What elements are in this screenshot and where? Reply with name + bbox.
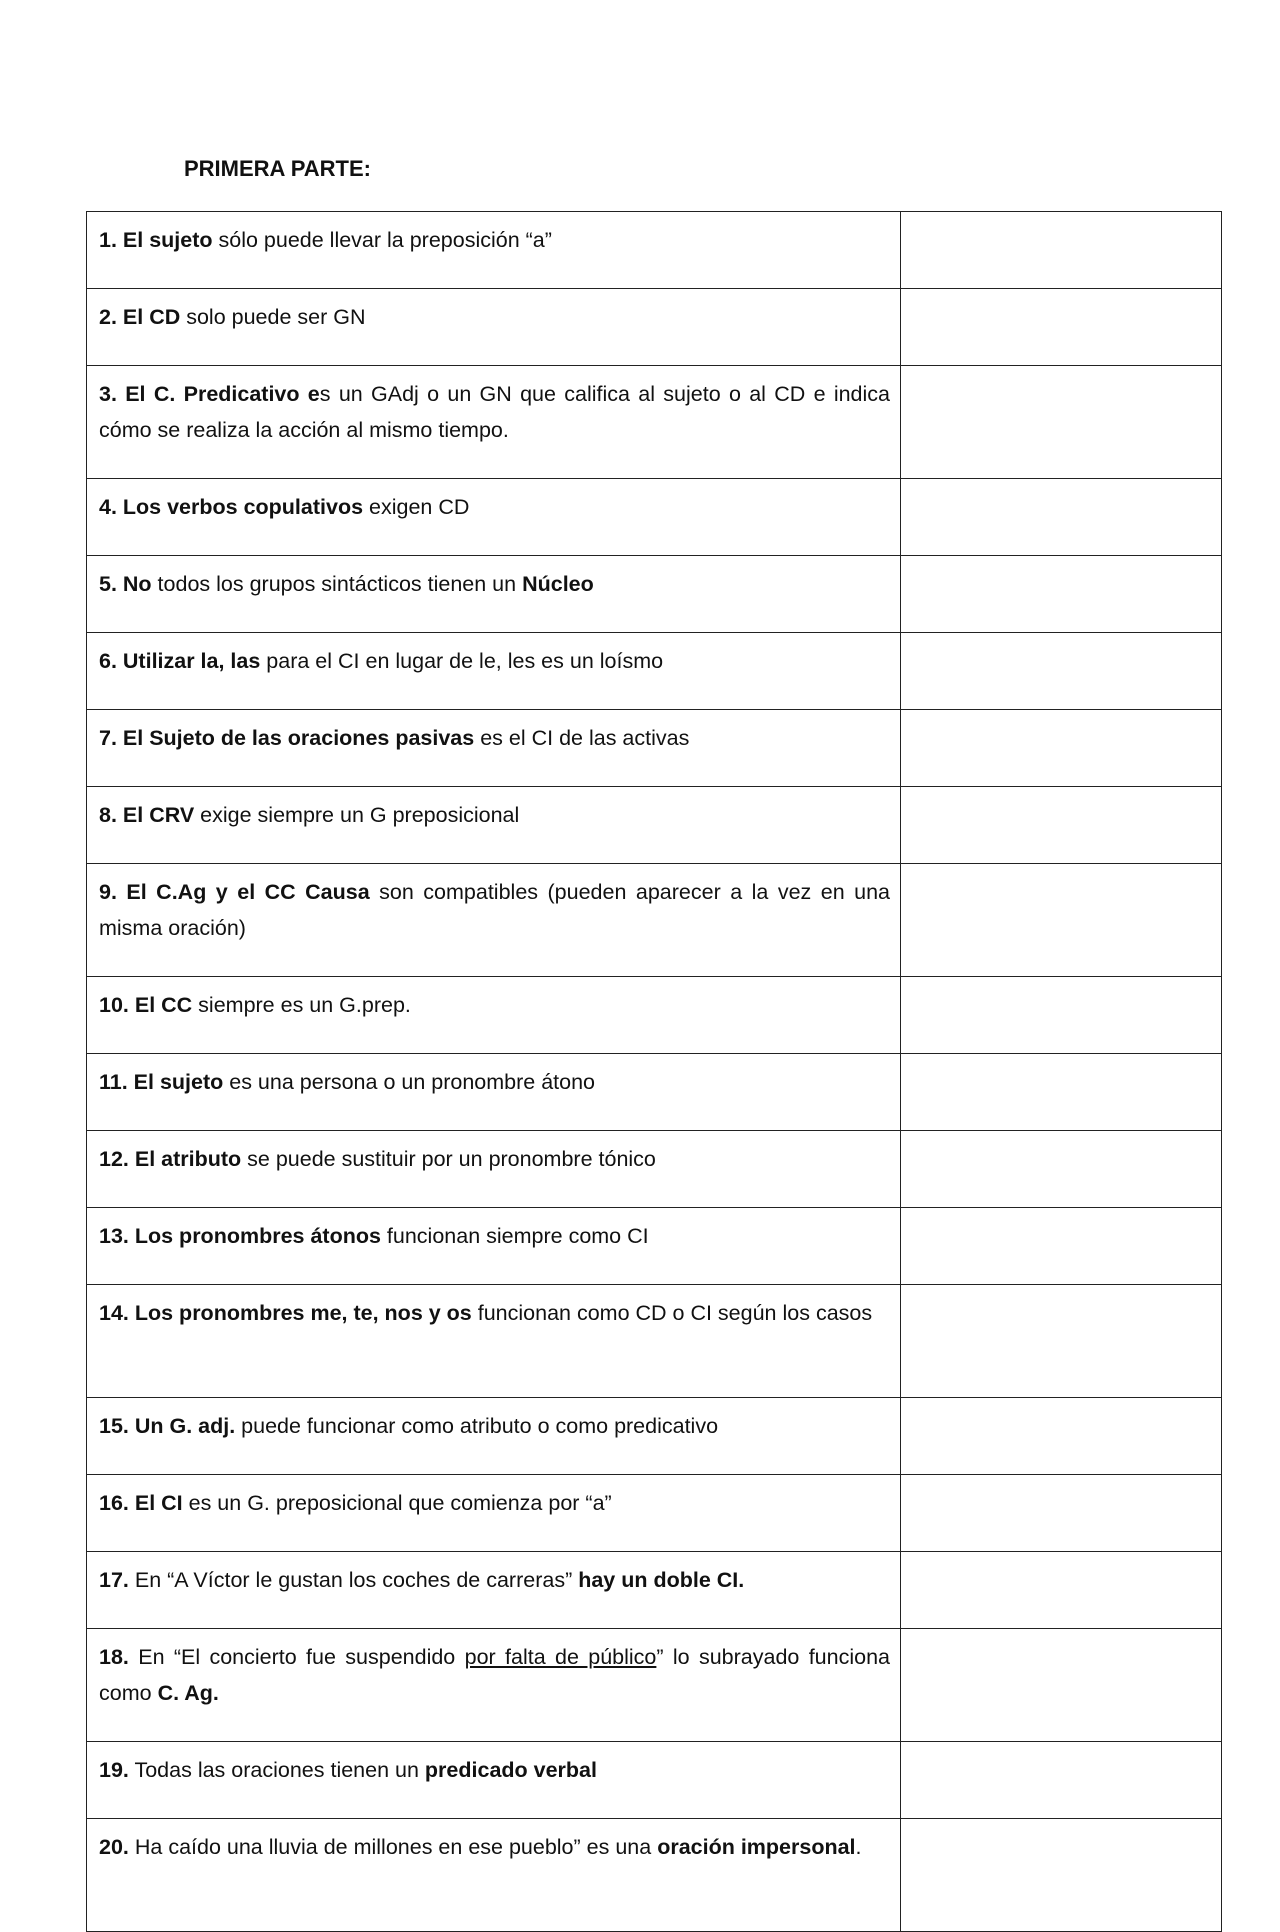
answer-cell[interactable] <box>901 366 1222 479</box>
section-title: PRIMERA PARTE: <box>184 156 371 181</box>
answer-cell[interactable] <box>901 1475 1222 1552</box>
statement-text: 6. Utilizar la, las para el CI en lugar de le, les es un loísmo <box>87 633 901 710</box>
answer-cell[interactable] <box>901 864 1222 977</box>
table-row <box>87 787 1222 864</box>
table-row <box>87 212 1222 289</box>
statement-text: 11. El sujeto es una persona o un pronombre átono <box>87 1054 901 1131</box>
table-row <box>87 1742 1222 1819</box>
statement-text: 15. Un G. adj. puede funcionar como atributo o como predicativo <box>87 1398 901 1475</box>
answer-cell[interactable] <box>901 633 1222 710</box>
table-row <box>87 1131 1222 1208</box>
statement-text: 18. En “El concierto fue suspendido por falta de público” lo subrayado funciona como C. Ag. <box>87 1629 901 1742</box>
statement-text: 19. Todas las oraciones tienen un predicado verbal <box>87 1742 901 1819</box>
answer-cell[interactable] <box>901 1054 1222 1131</box>
answer-cell[interactable] <box>901 212 1222 289</box>
answer-cell[interactable] <box>901 1398 1222 1475</box>
underlined-phrase: por falta de público <box>464 1645 657 1669</box>
statement-text: 12. El atributo se puede sustituir por un pronombre tónico <box>87 1131 901 1208</box>
statement-text: 4. Los verbos copulativos exigen CD <box>87 479 901 556</box>
statements-table <box>86 211 1222 1932</box>
table-row <box>87 556 1222 633</box>
answer-cell[interactable] <box>901 787 1222 864</box>
table-row <box>87 1475 1222 1552</box>
statement-text: 9. El C.Ag y el CC Causa son compatibles (pueden aparecer a la vez en una misma oración) <box>87 864 901 977</box>
statement-text: 13. Los pronombres átonos funcionan siempre como CI <box>87 1208 901 1285</box>
table-row <box>87 289 1222 366</box>
table-row <box>87 1819 1222 1932</box>
statement-text: 7. El Sujeto de las oraciones pasivas es el CI de las activas <box>87 710 901 787</box>
statement-text: 14. Los pronombres me, te, nos y os funcionan como CD o CI según los casos <box>87 1285 901 1398</box>
table-row <box>87 1208 1222 1285</box>
answer-cell[interactable] <box>901 556 1222 633</box>
table-row <box>87 479 1222 556</box>
answer-cell[interactable] <box>901 1208 1222 1285</box>
answer-cell[interactable] <box>901 1285 1222 1398</box>
answer-cell[interactable] <box>901 1131 1222 1208</box>
statement-text: 16. El CI es un G. preposicional que comienza por “a” <box>87 1475 901 1552</box>
answer-cell[interactable] <box>901 977 1222 1054</box>
statement-text: 5. No todos los grupos sintácticos tienen un Núcleo <box>87 556 901 633</box>
table-row <box>87 633 1222 710</box>
table-row <box>87 1398 1222 1475</box>
answer-cell[interactable] <box>901 1819 1222 1932</box>
answer-cell[interactable] <box>901 479 1222 556</box>
answer-cell[interactable] <box>901 710 1222 787</box>
table-row <box>87 977 1222 1054</box>
statement-text: 17. En “A Víctor le gustan los coches de carreras” hay un doble CI. <box>87 1552 901 1629</box>
table-row <box>87 710 1222 787</box>
table-row <box>87 1054 1222 1131</box>
answer-cell[interactable] <box>901 1552 1222 1629</box>
statement-text: 8. El CRV exige siempre un G preposicional <box>87 787 901 864</box>
answer-cell[interactable] <box>901 1742 1222 1819</box>
statement-text: 2. El CD solo puede ser GN <box>87 289 901 366</box>
statement-text: 3. El C. Predicativo es un GAdj o un GN que califica al sujeto o al CD e indica cómo se realiza la acción al mismo tiempo. <box>87 366 901 479</box>
table-row <box>87 1629 1222 1742</box>
statement-text: 1. El sujeto sólo puede llevar la preposición “a” <box>87 212 901 289</box>
statement-text: 10. El CC siempre es un G.prep. <box>87 977 901 1054</box>
table-row <box>87 864 1222 977</box>
table-row <box>87 1285 1222 1398</box>
answer-cell[interactable] <box>901 1629 1222 1742</box>
table-row <box>87 1552 1222 1629</box>
answer-cell[interactable] <box>901 289 1222 366</box>
statement-text: 20. Ha caído una lluvia de millones en ese pueblo” es una oración impersonal. <box>87 1819 901 1932</box>
table-row <box>87 366 1222 479</box>
